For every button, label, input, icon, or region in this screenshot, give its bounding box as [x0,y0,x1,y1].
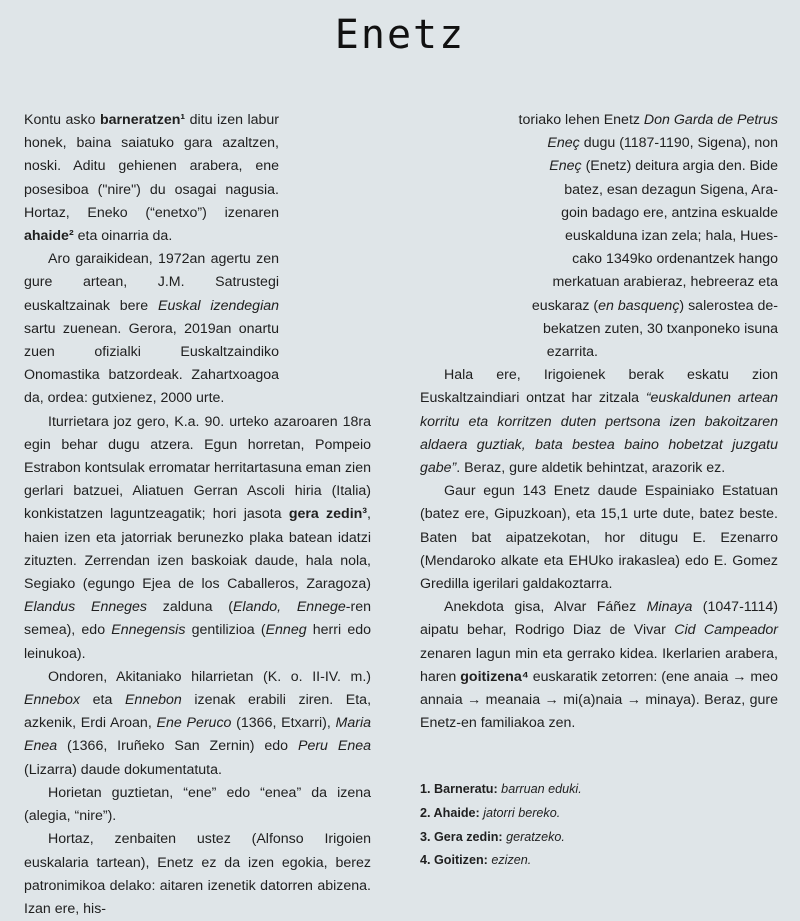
text-line [420,155,778,178]
text-line [420,295,778,318]
text-run: toriako lehen Enetz [518,112,644,128]
text-run: euskaratik zetorren: (ene anaia → meo annaia → meanaia → mi(a)naia → minaya). Beraz, gure Enetz-en familiakoa zen. [420,668,778,732]
glossary-term-4: goitizena⁴ [460,668,529,685]
footnotes [420,778,582,873]
italic-text: Maria Enea [24,715,372,755]
glossary-term-2: ahaide² [24,228,74,245]
text-run: dugu (1187-1190, Sigena), non [579,135,778,152]
italic-text: en basquenç [598,297,680,314]
paragraph-opinion: Hortaz, zenbaiten ustez (Alfonso Irigoien euskalaria tartean), Enetz ez da izen egokia, berez patronimikoa delako: aitaren izenetik datorren abizena. Izan ere, his- [24,831,371,917]
text-run: Aro garaikidean, 1972an agertu zen gure artean, J.M. Satrustegi euskaltzainak bere [24,251,279,314]
text-line: goin badago ere, antzina eskualde [561,204,778,221]
footnote-definition: jatorri bereko. [479,805,561,820]
paragraph-sources [24,411,371,666]
left-column [24,109,371,921]
text-run: eta [80,692,125,709]
text-run: ) salerostea de- [679,297,778,314]
text-run: (1366, Etxarri), [231,715,336,732]
italic-text: Don Garda de Petrus [643,112,778,128]
italic-text: Eneç [549,158,582,175]
page-title: Enetz [334,12,466,58]
italic-text: “euskaldunen artean korritu eta korritzen duten pertsona izen bakoitzaren aldaera guztiak, bata bestea baino hobetzat juzgatu gabe” [420,390,778,477]
text-run: sartu zuenean. Gerora, 2019an onartu zuen ofizialki Euskaltzaindiko Onomastika batzordeak. Zahartxoagoa da, ordea: gutxienez, 2000 urte. [24,320,279,407]
text-line: bekatzen zuten, 30 txanponeko isuna [542,320,778,337]
footnote [420,802,582,826]
italic-text: Minaya [646,599,693,616]
footnote [420,826,582,850]
footnote [420,778,582,802]
text-run: Iturrietara joz gero, K.a. 90. urteko azaroaren 18ra egin behar dugu atzera. Egun horretan, Pompeio Estrabon kontsulak erromatar herritartasuna eman zien gerlari batzuei, Aliatuen Gerran Ascoli hiria (Italia) konkistatzen laguntzeagatik; hori jasota [24,413,371,523]
paragraph-modern-era [24,248,279,410]
text-line: cako 1349ko ordenantzek hango [572,251,778,268]
paragraph-irigoien [420,364,778,480]
italic-text: Ennegensis [111,622,186,639]
footnote-definition: barruan eduki. [497,782,582,796]
paragraph-aquitaine [24,666,371,782]
shaped-paragraph [420,109,778,364]
paragraph-today: Gaur egun 143 Enetz daude Espainiako Estatuan (batez ere, Gipuzkoan), eta 15,1 urte dute, batez beste. Baten bat aipatzekotan, hor ditugu E. Ezenarro (Mendaroko alkate eta EHUko irakaslea) edo E. Gomez Gredilla igerilari galdakoztarra. [420,483,778,593]
footnote-definition: ezizen. [487,853,532,868]
text-line [420,132,778,155]
text-run: -ren semea), edo [24,599,371,639]
text-line [420,109,778,132]
footnote [420,849,582,873]
text-run: Ondoren, Akitaniako hilarrietan (K. o. II-IV. m.) [48,668,371,685]
glossary-term-1: barneratzen¹ [99,112,186,128]
footnote-term: 4. Goitizen: [420,853,488,868]
italic-text: Elandus Enneges [24,599,148,616]
text-run: . Beraz, gure aldetik behintzat, arazorik ez. [456,460,726,477]
text-run: herri edo leinukoa). [24,622,371,662]
text-run: zenaren lagun min eta gerrako kidea. Ikerlarien arabera, haren [420,645,778,685]
text-run: izenak erabili ziren. Eta, azkenik, Erdi Aroan, [24,692,372,732]
italic-text: Elando, Ennege [232,599,346,616]
text-run: ditu izen labur honek, baina saiatuko gara azaltzen, noski. Aditu gehienen arabera, ene posesiboa ("nire") du osagai nagusia. Hortaz, Eneko (“enetxo”) izenaren [24,112,279,221]
text-run: zalduna ( [147,599,233,616]
text-run: (Lizarra) daude dokumentatuta. [24,761,222,778]
footnote-term: 2. Ahaide: [420,805,480,820]
paragraph-meaning: Horietan guztietan, “ene” edo “enea” da izena (alegia, “nire”). [24,784,371,825]
text-run: (Enetz) deitura argia den. Bide [581,158,778,175]
italic-text: Ennebon [124,692,182,709]
footnote-definition: geratzeko. [502,829,565,844]
footnote-term: 1. Barneratu: [420,782,498,796]
italic-text: Cid Campeador [674,622,778,639]
italic-text: Peru Enea [297,738,371,755]
footnote-term: 3. Gera zedin: [420,829,503,844]
right-column [420,109,778,735]
text-run: (1047-1114) aipatu behar, Rodrigo Diaz de Vivar [420,599,778,639]
text-run: Anekdota gisa, Alvar Fáñez [444,599,647,616]
text-run: gentilizioa ( [185,622,266,639]
text-line: batez, esan dezagun Sigena, Ara- [564,181,778,198]
italic-text: Ennebox [24,692,81,709]
text-run: , haien izen eta jatorriak berunezko plaka batean idatzi zituzten. Zerrendan izen baskoiak daude, hala nola, Segiako (egungo Ejea de los Caballeros, Zaragoza) [24,506,371,593]
text-run: Hala ere, Irigoienek berak eskatu zion Euskaltzaindiari ontzat har zitzala [420,367,778,407]
text-run: eta oinarria da. [73,228,173,245]
text-line: merkatuan arabieraz, hebreeraz eta [552,274,778,291]
intro-paragraph [24,109,279,248]
text-line: ezarrita. [546,344,598,361]
text-run: euskaraz ( [531,297,599,314]
italic-text: Enneg [265,622,307,639]
text-line: euskalduna izan zela; hala, Hues- [565,228,778,245]
glossary-term-3: gera zedin³ [288,506,368,523]
text-run: (1366, Iruñeko San Zernin) edo [57,738,298,755]
paragraph-anecdote [420,596,778,735]
text-run: Kontu asko [24,112,100,128]
italic-text: Ene Peruco [156,715,232,732]
italic-text: Euskal izendegian [157,297,280,314]
italic-text: Eneç [547,135,580,152]
